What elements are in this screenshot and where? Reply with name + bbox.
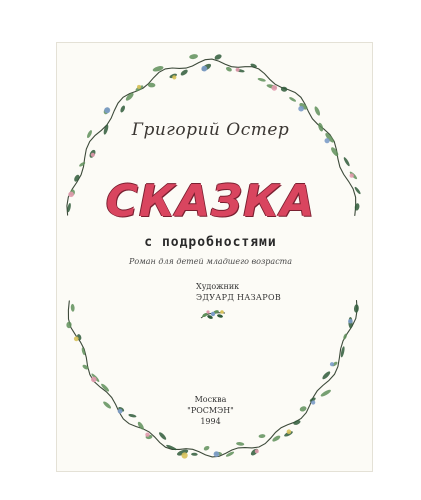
wreath-leaf bbox=[152, 65, 164, 73]
genre-line: Роман для детей младшего возраста bbox=[128, 257, 293, 266]
illustrator-label: Художник bbox=[196, 282, 240, 291]
wreath-leaf bbox=[343, 156, 351, 166]
wreath-flower bbox=[74, 336, 79, 341]
wreath-flower bbox=[182, 452, 188, 458]
wreath-flower bbox=[104, 107, 110, 113]
wreath-leaf bbox=[236, 442, 245, 447]
wreath-flower bbox=[330, 362, 334, 366]
book-title: СКАЗКА bbox=[105, 176, 316, 227]
wreath-flower bbox=[287, 429, 292, 434]
publication-city: Москва bbox=[194, 395, 227, 404]
book-subtitle: с подробностями bbox=[144, 235, 277, 250]
wreath-flower bbox=[348, 319, 353, 324]
wreath-leaf bbox=[78, 161, 86, 167]
wreath-leaf bbox=[257, 77, 266, 82]
wreath-flower bbox=[145, 433, 149, 437]
wreath-leaf bbox=[191, 453, 198, 456]
wreath-leaf bbox=[258, 434, 265, 438]
wreath-stem bbox=[68, 301, 357, 457]
wreath-leaf bbox=[158, 431, 167, 441]
publication-year: 1994 bbox=[200, 417, 221, 426]
wreath-leaf bbox=[354, 304, 360, 313]
wreath-flower bbox=[298, 106, 304, 112]
flower-sprig-icon bbox=[198, 306, 228, 324]
wreath-leaf bbox=[180, 68, 189, 76]
wreath-leaf bbox=[203, 445, 210, 451]
wreath-leaf bbox=[225, 451, 235, 458]
wreath-flower bbox=[214, 451, 220, 457]
illustrator-name: ЭДУАРД НАЗАРОВ bbox=[196, 293, 281, 302]
wreath-flower bbox=[172, 75, 176, 79]
wreath-leaf bbox=[189, 54, 198, 60]
wreath-flower bbox=[137, 85, 141, 89]
wreath-leaf bbox=[119, 105, 125, 113]
author-name: Григорий Остер bbox=[131, 120, 290, 140]
wreath-leaf bbox=[330, 146, 340, 157]
wreath-flower bbox=[91, 153, 95, 157]
wreath-flower bbox=[236, 68, 240, 72]
wreath-flower bbox=[255, 449, 259, 453]
wreath-flower bbox=[201, 66, 207, 72]
publisher-name: "РОСМЭН" bbox=[187, 406, 234, 415]
wreath-flower bbox=[91, 377, 97, 383]
wreath-leaf bbox=[71, 304, 75, 312]
wreath-flower bbox=[272, 85, 278, 91]
wreath-leaf bbox=[289, 96, 297, 102]
wreath-leaf bbox=[313, 106, 321, 117]
